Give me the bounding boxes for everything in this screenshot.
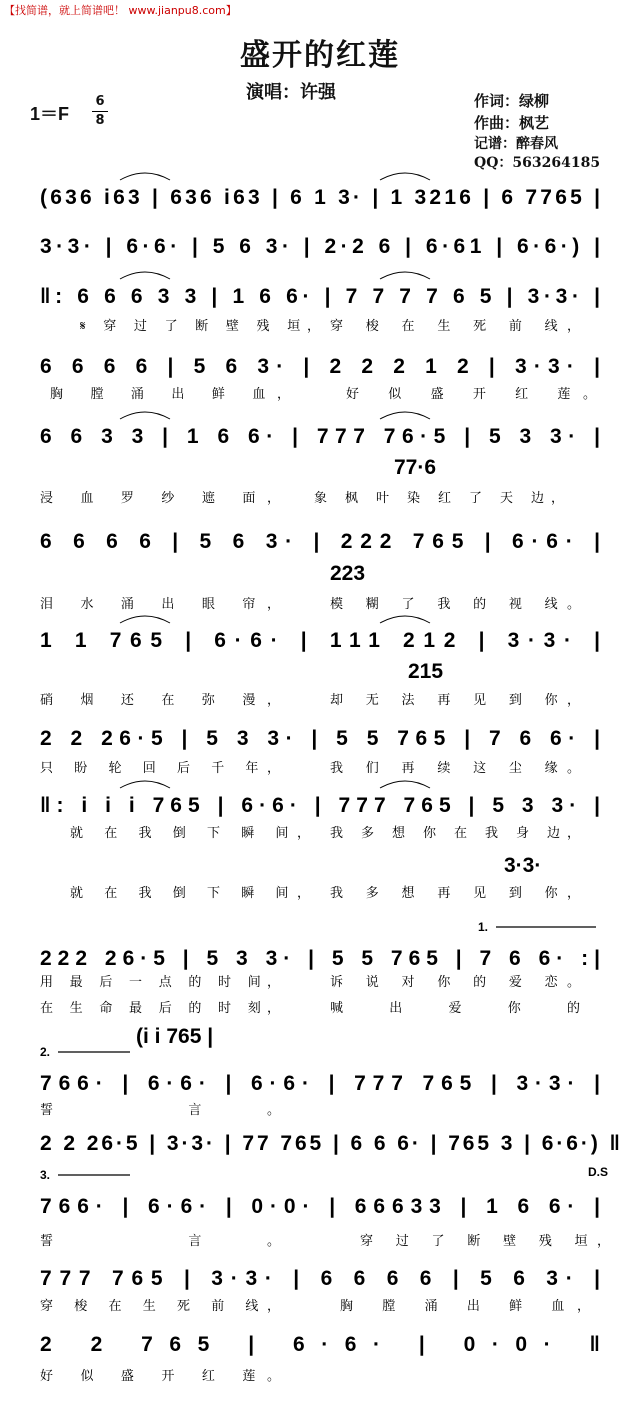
qq-credit: QQ：563264185 [474,155,601,171]
volta-2: 2. [40,1045,51,1059]
key-signature: 1＝F [30,104,70,124]
score-line-12: 2 2 26·5 | 3·3· | 77 765 | 6 6 6· | 765 3 | 6·6·) ‖ [40,1132,620,1155]
time-signature-top: 6 [95,94,105,109]
composer-credit: 作曲：枫艺 [474,114,550,132]
score-line-1: (636 i63 | 636 i63 | 6 1 3· | 1 3216 | 6 7765 | [40,186,600,209]
time-signature-bottom: 8 [95,113,105,128]
lyric-11-1: 誓 言。 [40,1103,280,1118]
lyricist-credit: 作词：绿柳 [474,92,550,110]
lyric-14-1: 穿 梭 在 生 死 前 线， [40,1299,280,1314]
singer-credit: 演唱：许强 [246,82,336,103]
lyric-8-1: 只 盼 轮 回 后 千 年， [40,761,280,776]
slur [120,173,170,180]
lyric-9-1: 就 在 我 倒 下 瞬 间， [70,826,310,841]
lyric-10-3: 在 生 命 最 后 的 时 刻， [40,1001,280,1016]
score-line-14: 777 765 | 3·3· | 6 6 6 6 | 5 6 3· | [40,1267,600,1290]
lyric-6-1: 泪 水 涌 出 眼 帘， [40,597,280,612]
score-line-10: 222 26·5 | 5 3 3· | 5 5 765 | 7 6 6· :| [40,947,600,970]
alt-notes-9: 3·3· [504,854,542,877]
song-title: 盛开的红莲 [240,38,400,73]
lyric-3-1: 𝄋 穿 过 了 断 壁 残 垣， [80,319,320,334]
alt-notes-7: 215 [408,660,444,683]
transcriber-credit: 记谱：醉春风 [474,136,558,152]
lyric-9-2: 我 多 想 你 在 我 身 边， [330,826,580,841]
lyric-7-2: 却 无 法 再 见 到 你， [330,693,580,708]
score-line-8: 2 2 26·5 | 5 3 3· | 5 5 765 | 7 6 6· | [40,727,600,750]
slur [380,616,430,623]
lyric-13-1: 誓 言。 [40,1234,280,1249]
score-line-3: ‖: 6 6 6 3 3 | 1 6 6· | 7 7 7 7 6 5 | 3·3· | [40,285,600,308]
alt-notes-6: 223 [330,562,366,585]
ds-marker: D.S [587,1165,608,1179]
alt-notes-11: (i i 765 | [136,1025,214,1048]
slur [380,412,430,419]
lyric-9-4: 我 多 想 再 见 到 你， [330,886,580,901]
volta-1: 1. [478,920,489,934]
site-banner: 【找简谱，就上简谱吧！ www.jianpu8.com】 [4,4,237,17]
lyric-6-2: 模 糊 了 我 的 视 线。 [330,597,580,612]
lyric-4-2: 好 似 盛 开 红 莲。 [346,387,596,402]
slur [120,272,170,279]
lyric-8-2: 我 们 再 续 这 尘 缘。 [330,761,580,776]
score-line-4: 6 6 6 6 | 5 6 3· | 2 2 2 1 2 | 3·3· | [40,355,601,378]
lyric-9-3: 就 在 我 倒 下 瞬 间， [70,886,310,901]
lyric-14-2: 胸 膛 涌 出 鲜 血， [340,1299,590,1314]
score-line-13: 766· | 6·6· | 0·0· | 66633 | 1 6 6· | [40,1195,600,1218]
lyric-5-2: 象 枫 叶 染 红 了 天 边， [314,491,564,506]
lyric-10-4: 喊 出 爱 你 的 [330,1001,580,1016]
score-line-5: 6 6 3 3 | 1 6 6· | 777 76·5 | 5 3 3· | [40,425,600,448]
lyric-10-1: 用 最 后 一 点 的 时 间， [40,975,280,990]
alt-notes-5: 77·6 [394,456,437,479]
slur [120,412,170,419]
score-line-11: 766· | 6·6· | 6·6· | 777 765 | 3·3· | [40,1072,600,1095]
lyric-13-2: 穿 过 了 断 壁 残 垣， [360,1234,610,1249]
score-line-7: 1 1 765 | 6·6· | 111 212 | 3·3· | [40,629,600,652]
score-line-15: 2 2 765 | 6·6· | 0·0· ‖ [40,1333,601,1356]
lyric-7-1: 硝 烟 还 在 弥 漫， [40,693,280,708]
lyric-15-1: 好 似 盛 开 红 莲。 [40,1369,280,1384]
slur [380,781,430,788]
volta-3: 3. [40,1168,51,1182]
slur [120,616,170,623]
lyric-3-2: 穿 梭 在 生 死 前 线， [330,319,580,334]
lyric-5-1: 浸 血 罗 纱 遮 面， [40,491,280,506]
slur [120,781,170,788]
slur [380,173,430,180]
score-line-6: 6 6 6 6 | 5 6 3· | 222 765 | 6·6· | [40,530,600,553]
lyric-4-1: 胸 膛 涌 出 鲜 血， [50,387,290,402]
slur [380,272,430,279]
score-line-9: ‖: i i i 765 | 6·6· | 777 765 | 5 3 3· | [40,794,601,817]
lyric-10-2: 诉 说 对 你 的 爱 恋。 [330,975,580,990]
score-line-2: 3·3· | 6·6· | 5 6 3· | 2·2 6 | 6·61 | 6·6·) | [40,235,601,258]
